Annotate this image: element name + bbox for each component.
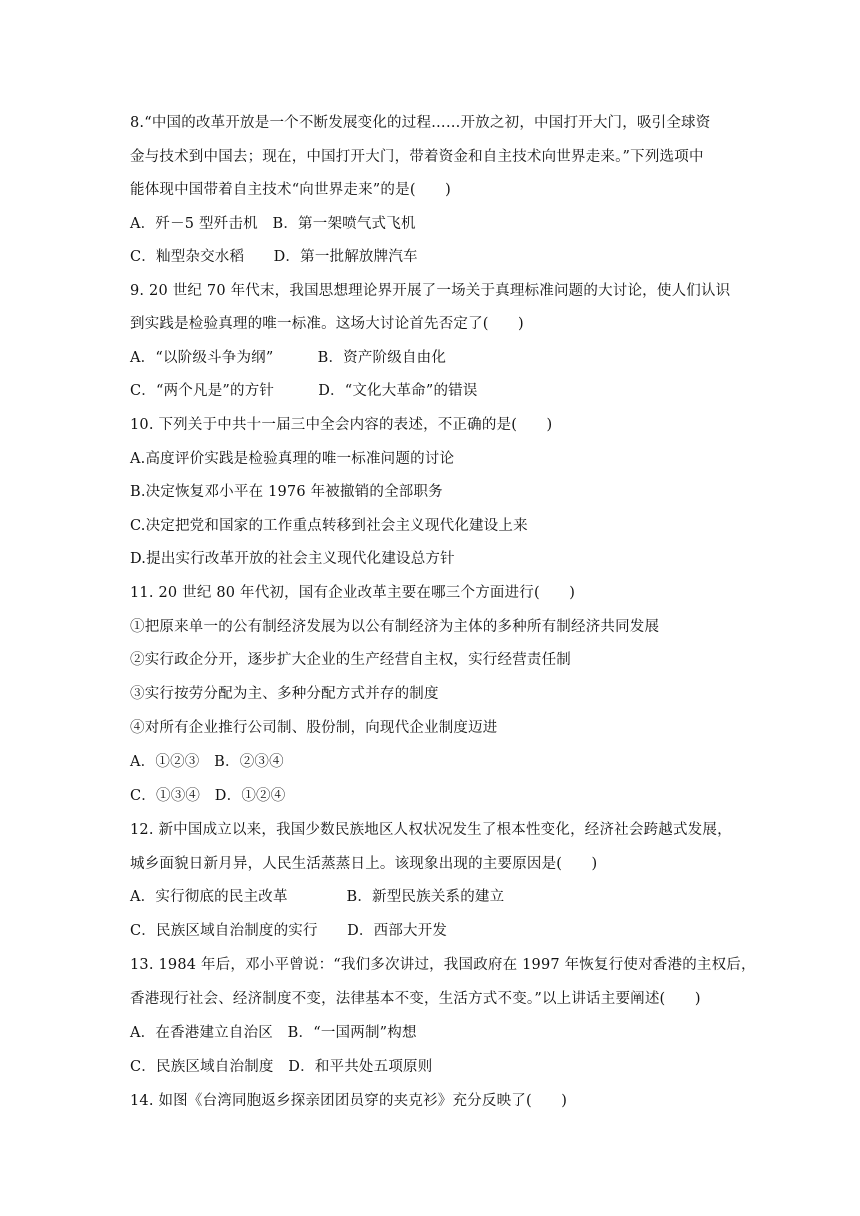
- q12-stem-line-1: 12. 新中国成立以来，我国少数民族地区人权状况发生了根本性变化，经济社会跨越式发展，: [130, 822, 732, 838]
- q9-options-line-1: A．“以阶级斗争为纲” B．资产阶级自由化: [130, 350, 447, 366]
- q9-stem-line-2: 到实践是检验真理的唯一标准。这场大讨论首先否定了( ): [130, 316, 524, 332]
- q13-stem-line-1: 13. 1984 年后，邓小平曾说：“我们多次讲过，我国政府在 1997 年恢复行使对香港的主权后，: [130, 957, 756, 973]
- q10-stem-line-1: 10. 下列关于中共十一届三中全会内容的表述，不正确的是( ): [130, 417, 553, 433]
- q10-option-b: B.决定恢复邓小平在 1976 年被撤销的全部职务: [130, 484, 443, 500]
- q11-statement-3: ③实行按劳分配为主、多种分配方式并存的制度: [130, 686, 439, 702]
- q11-statement-4: ④对所有企业推行公司制、股份制，向现代企业制度迈进: [130, 720, 498, 736]
- q10-option-d: D.提出实行改革开放的社会主义现代化建设总方针: [130, 551, 455, 567]
- q8-stem-line-2: 金与技术到中国去；现在，中国打开大门，带着资金和自主技术向世界走来。”下列选项中: [130, 149, 704, 165]
- q10-option-c: C.决定把党和国家的工作重点转移到社会主义现代化建设上来: [130, 518, 528, 534]
- q11-statement-1: ①把原来单一的公有制经济发展为以公有制经济为主体的多种所有制经济共同发展: [130, 619, 660, 635]
- q8-options-line-2: C．籼型杂交水稻 D．第一批解放牌汽车: [130, 249, 418, 265]
- q12-options-line-1: A．实行彻底的民主改革 B．新型民族关系的建立: [130, 889, 505, 905]
- q12-stem-line-2: 城乡面貌日新月异，人民生活蒸蒸日上。该现象出现的主要原因是( ): [130, 856, 598, 872]
- q13-options-line-2: C．民族区域自治制度 D．和平共处五项原则: [130, 1059, 433, 1075]
- q10-option-a: A.高度评价实践是检验真理的唯一标准问题的讨论: [130, 451, 455, 467]
- q9-stem-line-1: 9. 20 世纪 70 年代末，我国思想理论界开展了一场关于真理标准问题的大讨论，使人们认识: [130, 283, 731, 299]
- q14-stem-line-1: 14. 如图《台湾同胞返乡探亲团团员穿的夹克衫》充分反映了( ): [130, 1093, 568, 1109]
- q11-statement-2: ②实行政企分开，逐步扩大企业的生产经营自主权，实行经营责任制: [130, 652, 571, 668]
- q12-options-line-2: C．民族区域自治制度的实行 D．西部大开发: [130, 923, 448, 939]
- q13-options-line-1: A．在香港建立自治区 B．“一国两制”构想: [130, 1025, 417, 1041]
- q11-options-line-2: C．①③④ D．①②④: [130, 788, 286, 804]
- q11-options-line-1: A．①②③ B．②③④: [130, 754, 284, 770]
- q11-stem-line-1: 11. 20 世纪 80 年代初，国有企业改革主要在哪三个方面进行( ): [130, 585, 576, 601]
- q13-stem-line-2: 香港现行社会、经济制度不变，法律基本不变，生活方式不变。”以上讲话主要阐述( ): [130, 991, 701, 1007]
- q8-stem-line-3: 能体现中国带着自主技术“向世界走来”的是( ): [130, 182, 451, 198]
- q8-options-line-1: A．歼－5 型歼击机 B．第一架喷气式飞机: [130, 216, 416, 232]
- q8-stem-line-1: 8.“中国的改革开放是一个不断发展变化的过程……开放之初，中国打开大门，吸引全球资: [130, 115, 711, 131]
- q9-options-line-2: C．“两个凡是”的方针 D．“文化大革命”的错误: [130, 383, 478, 399]
